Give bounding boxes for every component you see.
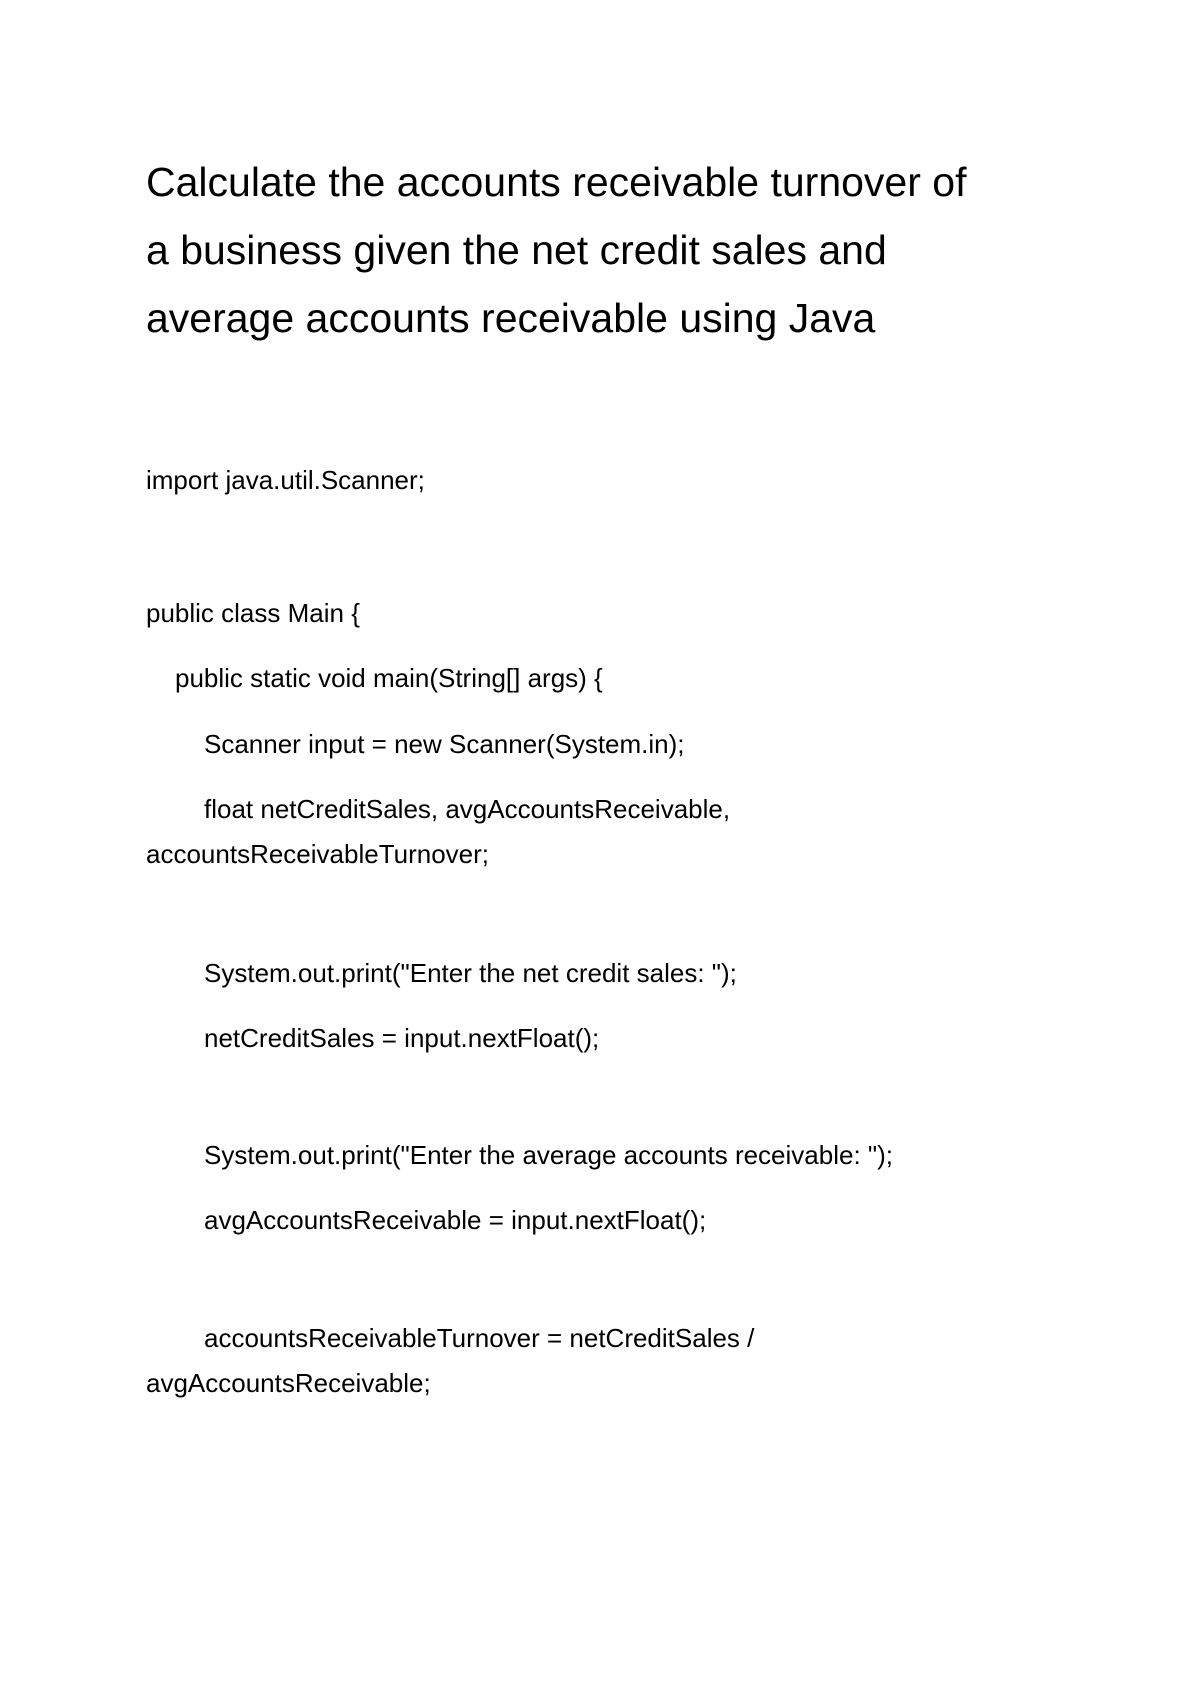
- code-line-print-net-credit: System.out.print("Enter the net credit sales: ");: [204, 958, 737, 988]
- code-line-float-declaration-wrap: accountsReceivableTurnover;: [146, 839, 489, 869]
- code-line-float-declaration: float netCreditSales, avgAccountsReceivable,: [204, 794, 731, 824]
- code-line-import: import java.util.Scanner;: [146, 465, 425, 495]
- code-line-turnover-calculation: accountsReceivableTurnover = netCreditSales /: [204, 1323, 755, 1353]
- code-line-read-avg-receivable: avgAccountsReceivable = input.nextFloat();: [204, 1205, 707, 1235]
- title-line: average accounts receivable using Java: [146, 295, 876, 341]
- code-line-print-avg-receivable: System.out.print("Enter the average accounts receivable: ");: [204, 1140, 894, 1170]
- code-line-scanner-init: Scanner input = new Scanner(System.in);: [204, 729, 685, 759]
- code-line-main-method: public static void main(String[] args) {: [175, 663, 603, 693]
- code-line-turnover-calculation-wrap: avgAccountsReceivable;: [146, 1368, 431, 1398]
- code-line-class-declaration: public class Main {: [146, 598, 360, 628]
- title-line: a business given the net credit sales and: [146, 227, 887, 273]
- document-title: [146, 148, 1066, 352]
- title-line: Calculate the accounts receivable turnover of: [146, 159, 967, 205]
- code-line-read-net-credit: netCreditSales = input.nextFloat();: [204, 1023, 600, 1053]
